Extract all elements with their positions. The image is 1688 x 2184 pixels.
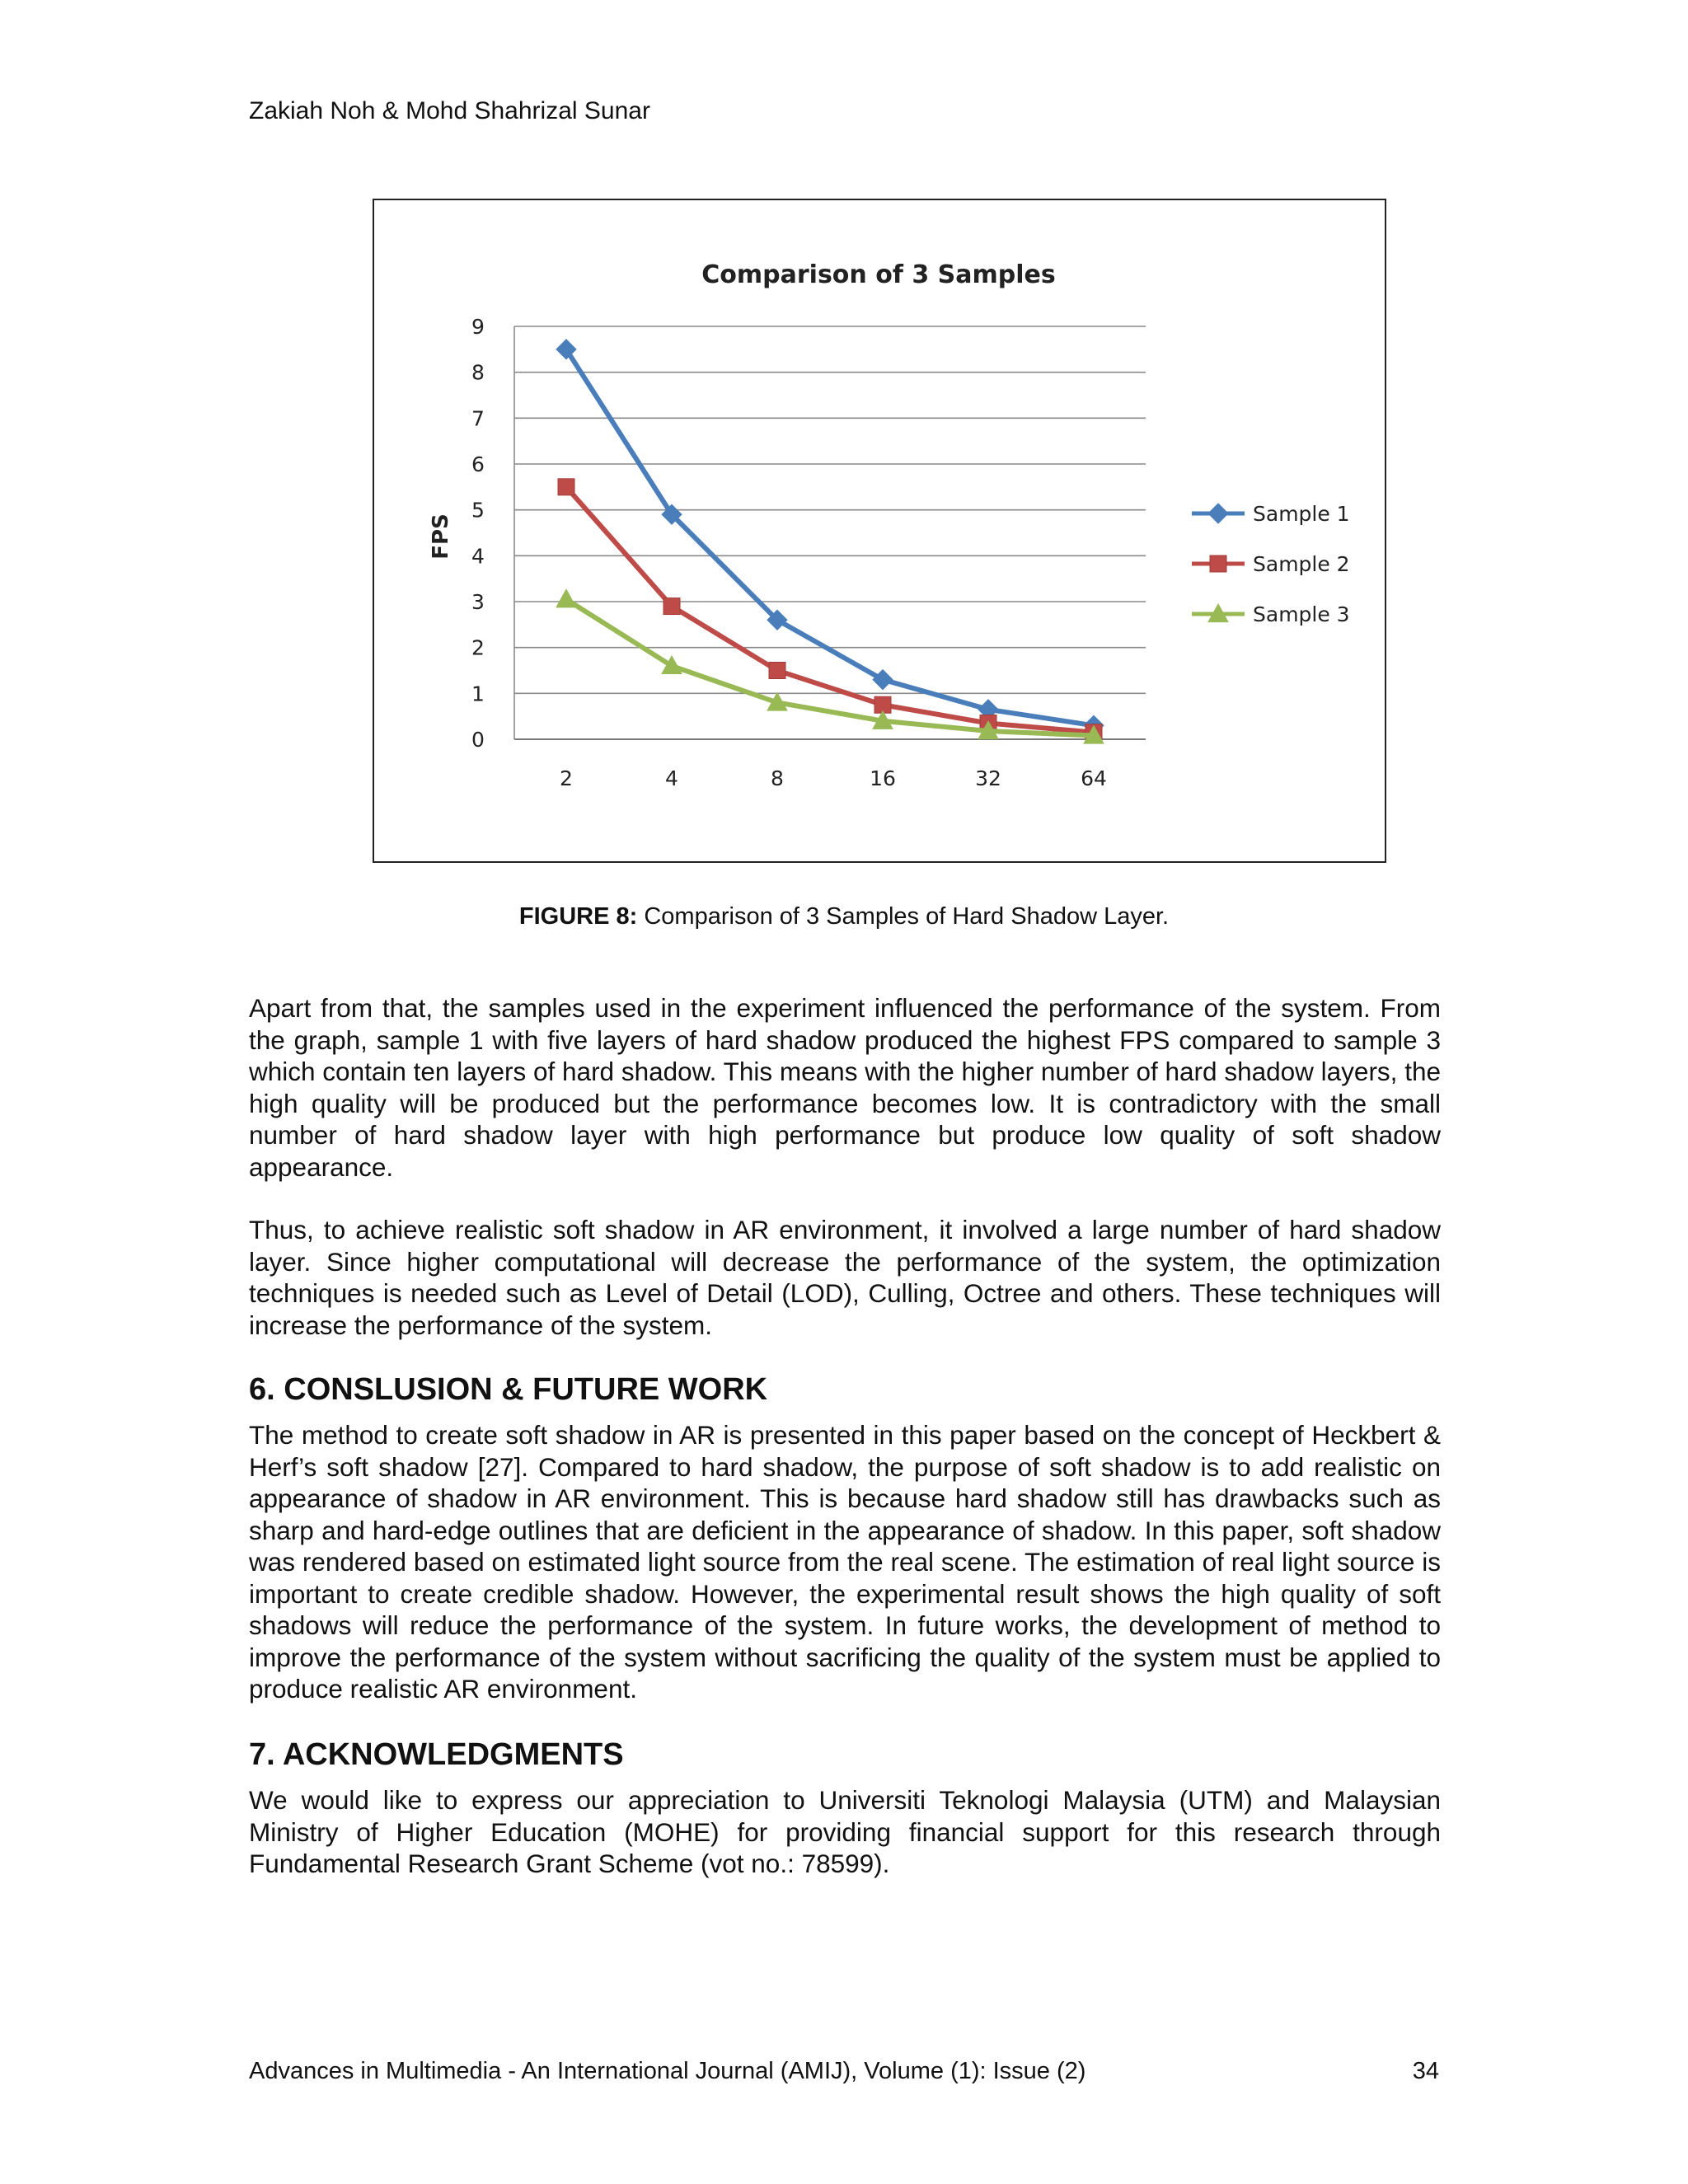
running-header: Zakiah Noh & Mohd Shahrizal Sunar [249, 97, 650, 124]
y-tick-label-5: 5 [471, 498, 485, 523]
figure-8-chart [373, 199, 1386, 863]
x-tick-label-2: 2 [560, 766, 573, 790]
paragraph-conclusion: The method to create soft shadow in AR is presented in this paper based on the concept of Heckbert & Herf’s soft shadow [27]. Compared to hard shadow, the purpose of soft shadow is to add realistic on appearance of shadow in AR environment. This is because hard shadow still has drawbacks such as sharp and hard-edge outlines that are deficient in the appearance of shadow. In this paper, soft shadow was rendered based on estimated light source from the real scene. The estimation of real light source is important to create credible shadow. However, the experimental result shows the high quality of soft shadows will reduce the performance of the system. In future works, the development of method to improve the performance of the system without sacrificing the quality of the system must be applied to produce realistic AR environment. [249, 1420, 1441, 1704]
legend-label-sample-1: Sample 1 [1253, 502, 1350, 526]
footer-page-number: 34 [1412, 2058, 1439, 2084]
y-tick-label-9: 9 [471, 315, 485, 339]
series-line-sample-1 [566, 349, 1094, 725]
footer-journal: Advances in Multimedia - An International Journal (AMIJ), Volume (1): Issue (2) [249, 2058, 1086, 2084]
legend-label-sample-3: Sample 3 [1253, 602, 1350, 626]
legend-label-sample-2: Sample 2 [1253, 552, 1350, 576]
y-tick-label-8: 8 [471, 360, 485, 385]
data-point-sample-1-x-16 [873, 670, 893, 690]
caption-label: FIGURE 8: [518, 903, 638, 930]
line-chart [374, 200, 1385, 861]
y-tick-label-4: 4 [471, 544, 485, 569]
x-tick-label-32: 32 [975, 766, 1001, 790]
section-heading-acknowledgments: 7. ACKNOWLEDGMENTS [249, 1737, 624, 1772]
chart-title: Comparison of 3 Samples [701, 260, 1056, 289]
y-tick-label-0: 0 [471, 728, 485, 752]
x-tick-label-64: 64 [1081, 766, 1107, 790]
data-point-sample-2-x-8 [769, 663, 785, 679]
paragraph-acknowledgments: We would like to express our appreciation to Universiti Teknologi Malaysia (UTM) and Malaysian Ministry of Higher Education (MOHE) for providing financial support for this research through Fundamental Research Grant Scheme (vot no.: 78599). [249, 1785, 1441, 1878]
y-tick-label-2: 2 [471, 635, 485, 660]
y-tick-label-3: 3 [471, 590, 485, 614]
data-point-sample-2-x-4 [663, 598, 680, 615]
series-line-sample-2 [566, 487, 1094, 733]
paragraph-optimization: Thus, to achieve realistic soft shadow in AR environment, it involved a large number of hard shadow layer. Since higher computational will decrease the performance of the system, the optimization techniques is needed such as Level of Detail (LOD), Culling, Octree and others. These techniques will increase the performance of the system. [249, 1215, 1441, 1340]
y-tick-label-7: 7 [471, 406, 485, 431]
legend-marker-sample-2 [1210, 555, 1226, 572]
legend-marker-sample-1 [1208, 504, 1228, 523]
figure-caption [0, 903, 1688, 930]
y-tick-label-1: 1 [471, 682, 485, 706]
paragraph-results: Apart from that, the samples used in the experiment influenced the performance of the system. From the graph, sample 1 with five layers of hard shadow produced the highest FPS compared to sample 3 which contain ten layers of hard shadow. This means with the higher number of hard shadow layers, the high quality will be produced but the performance becomes low. It is contradictory with the small number of hard shadow layer with high performance but produce low quality of soft shadow appearance. [249, 993, 1441, 1182]
x-tick-label-16: 16 [870, 766, 896, 790]
caption-text: Comparison of 3 Samples of Hard Shadow Layer. [644, 903, 1170, 930]
y-axis-label: FPS [429, 513, 453, 560]
x-tick-label-8: 8 [771, 766, 784, 790]
data-point-sample-2-x-2 [558, 479, 574, 495]
section-heading-conclusion: 6. CONSLUSION & FUTURE WORK [249, 1372, 768, 1407]
data-point-sample-3-x-2 [556, 589, 576, 607]
y-tick-label-6: 6 [471, 452, 485, 476]
x-tick-label-4: 4 [665, 766, 678, 790]
